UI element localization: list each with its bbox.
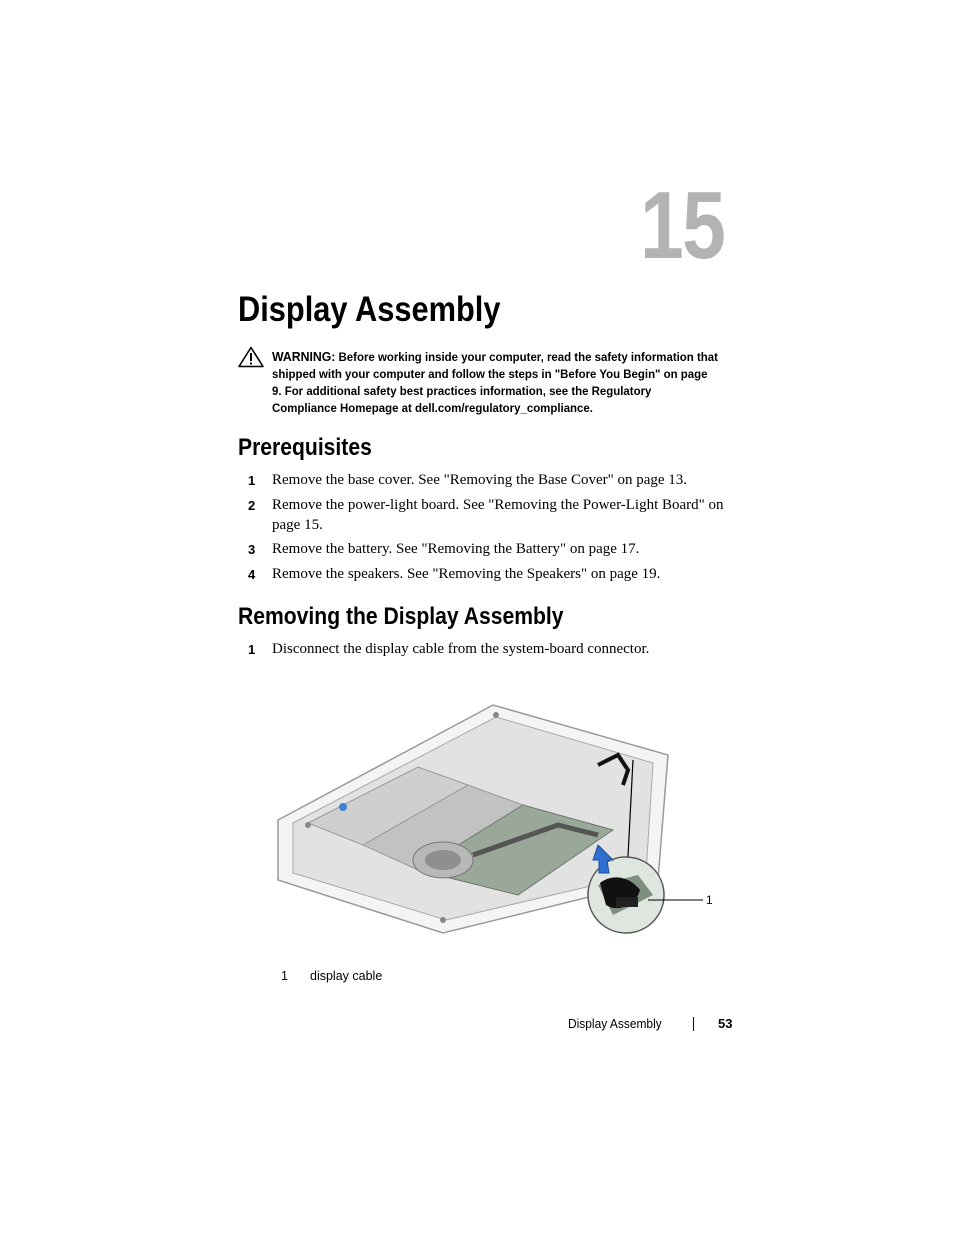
step-number: 1 [248,473,256,488]
footer-divider [693,1017,694,1031]
chapter-number: 15 [640,172,725,279]
step-text: Remove the base cover. See "Removing the Base Cover" on page 13. [272,472,688,488]
display-cable-figure [268,695,738,955]
footer-section: Display Assembly [568,1016,662,1031]
caption-number: 1 [281,969,288,983]
callout-number: 1 [706,893,713,907]
prereq-step-4 [248,565,738,585]
page-title: Display Assembly [238,290,501,329]
prereq-step-2 [248,496,738,535]
step-number: 1 [248,642,256,657]
step-number: 3 [248,542,256,557]
caption-text: display cable [310,969,383,983]
step-text: Remove the speakers. See "Removing the Speakers" on page 19. [272,566,661,582]
removing-heading: Removing the Display Assembly [238,603,564,630]
warning-note [272,348,718,417]
warning-label: WARNING: [272,349,336,364]
step-text: Disconnect the display cable from the system-board connector. [272,641,650,657]
step-number: 4 [248,567,256,582]
step-number: 2 [248,498,256,513]
page-number: 53 [718,1016,733,1031]
prereq-step-3 [248,540,738,560]
prerequisites-heading: Prerequisites [238,434,372,461]
warning-text: Before working inside your computer, read the safety information that shipped with your computer and follow the steps in "Before You Begin" on page 9. For additional safety best practices information, see the Regulatory Compliance Homepage at dell.com/regulatory_compliance. [272,350,718,415]
step-text: Remove the battery. See "Removing the Battery" on page 17. [272,541,640,557]
prereq-step-1 [248,471,738,491]
removing-step-1 [248,640,738,660]
warning-triangle-icon [238,346,264,368]
step-text: Remove the power-light board. See "Removing the Power-Light Board" on page 15. [272,497,724,533]
